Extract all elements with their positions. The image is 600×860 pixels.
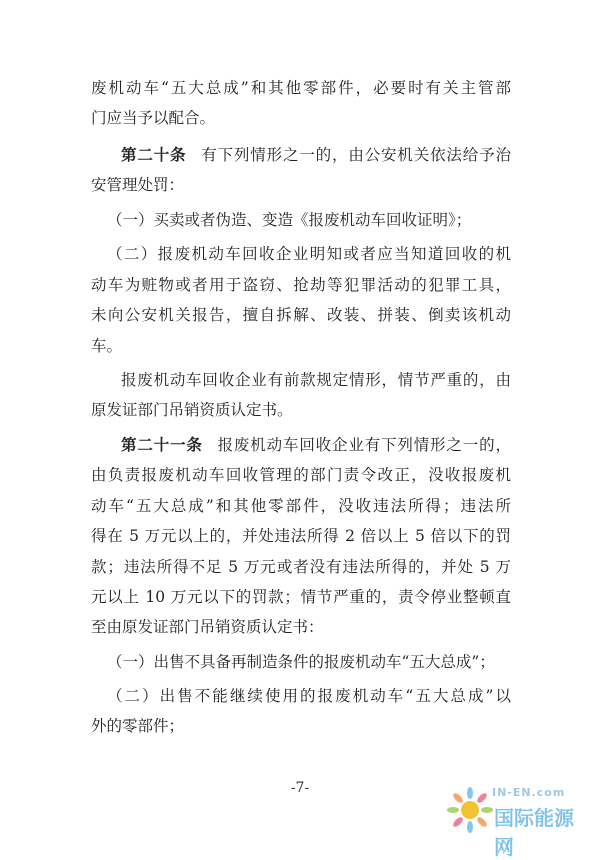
article-20-line xyxy=(121,145,511,165)
text-line: 动车“五大总成”和其他零部件，没收违法所得；违法所 xyxy=(91,497,511,515)
text-line: 车。 xyxy=(91,337,123,355)
text-line: 得在 5 万元以上的，并处违法所得 2 倍以上 5 倍以下的罚 xyxy=(91,527,511,545)
text-line: 门应当予以配合。 xyxy=(91,109,216,127)
text-line: （二）出售不能继续使用的报废机动车“五大总成”以 xyxy=(107,687,511,705)
text-line: 元以上 10 万元以下的罚款；情节严重的，责令停业整顿直 xyxy=(91,588,511,606)
logo-petal xyxy=(467,787,473,799)
text-line: 有下列情形之一的，由公安机关依法给予治 xyxy=(200,146,511,164)
logo-petal xyxy=(476,792,489,805)
logo-petal xyxy=(467,821,473,833)
text-line: 原发证部门吊销资质认定书。 xyxy=(91,401,293,419)
text-line: （一）买卖或者伪造、变造《报废机动车回收证明》； xyxy=(107,211,472,229)
text-line: 安管理处罚： xyxy=(91,176,185,194)
text-line: 废机动车“五大总成”和其他零部件，必要时有关主管部 xyxy=(91,79,511,97)
logo-petal xyxy=(452,792,465,805)
logo-petal xyxy=(476,816,489,829)
page-number: -7- xyxy=(290,780,310,796)
text-line: （二）报废机动车回收企业明知或者应当知道回收的机 xyxy=(107,245,511,263)
text-line: 款；违法所得不足 5 万元或者没有违法所得的，并处 5 万 xyxy=(91,558,511,576)
text-line: 未向公安机关报告，擅自拆解、改装、拼装、倒卖该机动 xyxy=(91,306,511,324)
text-line: 报废机动车回收企业有前款规定情形，情节严重的，由 xyxy=(121,371,511,389)
site-watermark xyxy=(442,780,592,859)
logo-petal xyxy=(452,816,465,829)
text-line: 外的零部件； xyxy=(91,717,185,735)
text-line: 报废机动车回收企业有下列情形之一的， xyxy=(216,436,511,454)
watermark-domain: IN-EN.com xyxy=(492,786,566,799)
text-line: 由负责报废机动车回收管理的部门责令改正，没收报废机 xyxy=(91,466,511,484)
watermark-brand: 国际能源网 xyxy=(494,806,574,859)
article-21-line xyxy=(121,435,511,455)
article-21-heading: 第二十一条 xyxy=(121,435,203,454)
logo-petal xyxy=(481,807,493,813)
text-line: （一）出售不具备再制造条件的报废机动车“五大总成”； xyxy=(107,653,495,671)
logo-petal xyxy=(447,807,459,813)
text-line: 动车为赃物或者用于盗窃、抢劫等犯罪活动的犯罪工具， xyxy=(91,276,511,294)
article-20-heading: 第二十条 xyxy=(121,145,187,164)
text-line: 至由原发证部门吊销资质认定书： xyxy=(91,618,324,636)
